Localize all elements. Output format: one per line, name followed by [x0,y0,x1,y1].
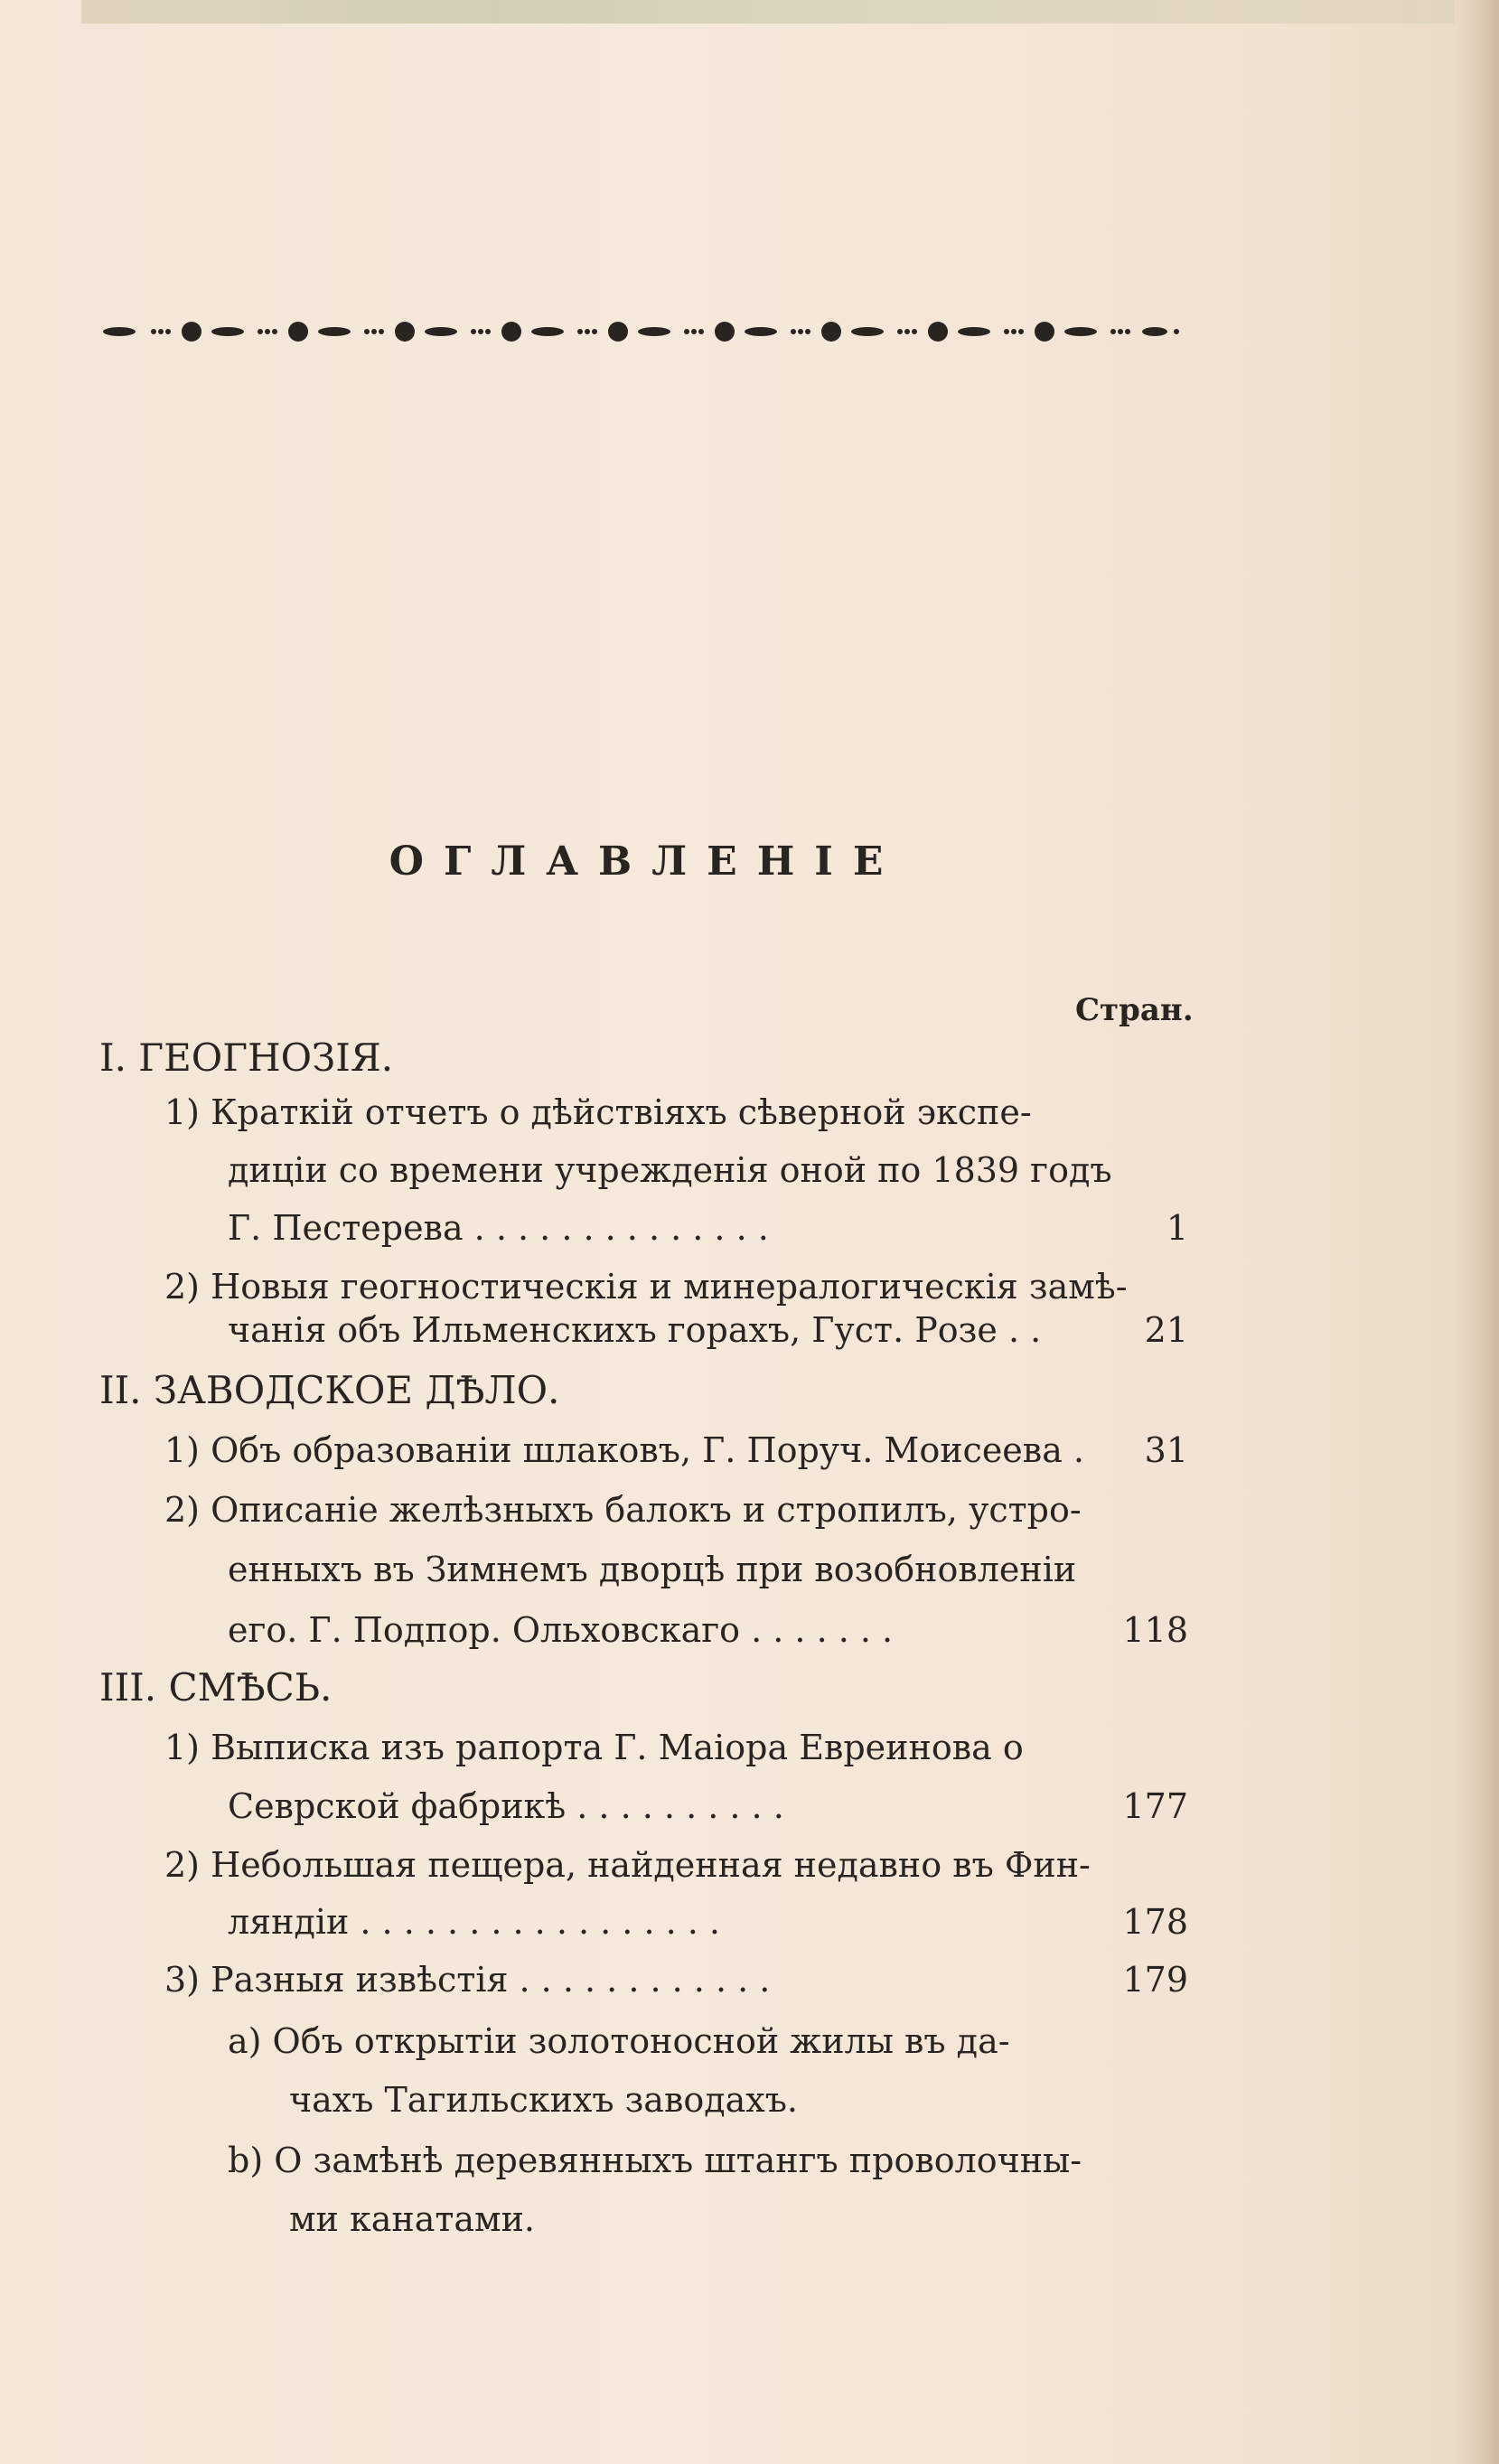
page-title: ОГЛАВЛЕНІЕ [389,839,904,885]
page-number: 1 [1166,1208,1188,1248]
page-number: 118 [1122,1610,1188,1650]
toc-line: b) О замѣнѣ деревянныхъ штангъ проволочны- [228,2141,1082,2180]
page-number: 31 [1144,1430,1188,1470]
page-number: 179 [1122,1960,1188,2000]
toc-line: Г. Пестерева . . . . . . . . . . . . . . [228,1208,769,1248]
toc-line: 2) Новыя геогностическія и минералогическія замѣ- [164,1267,1128,1307]
toc-line: ми канатами. [289,2199,535,2239]
toc-line: 2) Небольшая пещера, найденная недавно въ Фин- [164,1845,1091,1885]
page-number: 178 [1122,1902,1188,1942]
toc-line: чанія объ Ильменскихъ горахъ, Густ. Розе . . [228,1310,1042,1350]
toc-line: диціи со времени учрежденія оной по 1839 годъ [228,1150,1112,1190]
section-heading: III. СМѢСЬ. [99,1665,333,1710]
pages-column-header: Стран. [1075,992,1194,1028]
toc-line: 1) Объ образованіи шлаковъ, Г. Поруч. Моисеева . [164,1430,1085,1470]
page-number: 177 [1122,1786,1188,1826]
decorative-border-ornament [101,316,1185,347]
toc-line: ляндіи . . . . . . . . . . . . . . . . . [228,1902,721,1942]
toc-line: 1) Краткій отчетъ о дѣйствіяхъ сѣверной экспе- [164,1092,1032,1132]
page-number: 21 [1144,1310,1188,1350]
toc-line: 1) Выписка изъ рапорта Г. Маіора Евреинова о [164,1728,1024,1767]
page-right-edge [1456,0,1499,2464]
section-heading: I. ГЕОГНОЗІЯ. [99,1035,394,1080]
toc-line: 3) Разныя извѣстія . . . . . . . . . . . . [164,1960,771,2000]
toc-line: a) Объ открытіи золотоносной жилы въ да- [228,2021,1010,2061]
toc-line: енныхъ въ Зимнемъ дворцѣ при возобновленіи [228,1550,1077,1589]
toc-line: 2) Описаніе желѣзныхъ балокъ и стропилъ, устро- [164,1490,1082,1530]
toc-line: Севрской фабрикѣ . . . . . . . . . . [228,1786,784,1826]
page-top-edge [81,0,1455,23]
section-heading: II. ЗАВОДСКОЕ ДѢЛО. [99,1368,560,1412]
toc-line: его. Г. Подпор. Ольховскаго . . . . . . . [228,1610,894,1650]
toc-line: чахъ Тагильскихъ заводахъ. [289,2080,798,2120]
